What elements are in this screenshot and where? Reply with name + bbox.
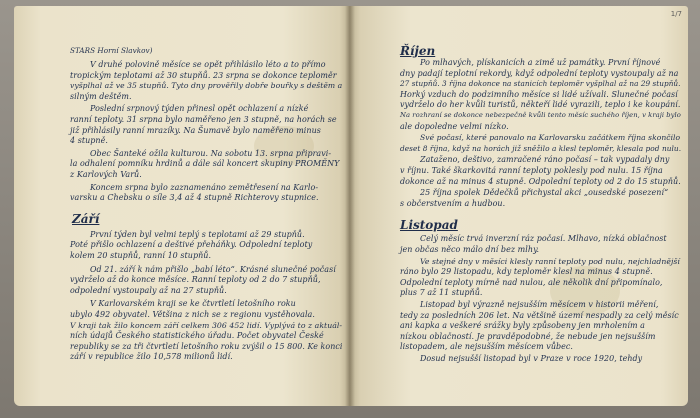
handwritten-line: deset 8 října, když na horách již sněžilo a klesl teploměr, klesala pod nulu. (400, 143, 682, 153)
book-gutter (345, 6, 355, 406)
section-heading-zari: Září (72, 211, 100, 226)
handwritten-line: Poslední srpnový týden přinesl opět ochlazení a nízké (90, 104, 309, 114)
handwritten-line: Své počasí, které panovalo na Karlovarsku začátkem října skončilo (420, 133, 681, 143)
handwritten-line: 25 října spolek Dědečků přichystal akci „ousedské posezení“ (420, 188, 669, 198)
handwritten-line: vyšplhal až ve 35 stupňů. Tyto dny prověřily dobře bouřky s deštěm a (70, 81, 343, 91)
handwritten-line: jen občas něco málo dní bez mlhy. (400, 245, 540, 254)
handwritten-line: ranní teploty. 31 srpna bylo naměřeno jen 3 stupně, na horách se (70, 115, 337, 124)
handwritten-line: odpolední vystoupaly až na 27 stupňů. (70, 285, 227, 295)
handwritten-line: 27 stupňů. 3 října dokonce na stanicích teploměr vyšplhal až na 29 stupňů. (400, 79, 681, 89)
handwritten-line: kolem 20 stupňů, ranní 10 stupňů. (70, 251, 212, 260)
handwritten-line: Na rozhraní se dokonce nebezpečně kvůli tento měsíc suchého říjen, v kraji bylo (400, 111, 681, 119)
right-page (350, 6, 688, 406)
handwritten-line: tropickým teplotami až 30 stupňů. 23 srpna se dokonce teploměr (70, 70, 337, 80)
handwritten-line: v říjnu. Také škarkovitá ranní teploty poklesly pod nulu. 15 října (400, 166, 663, 175)
handwritten-line: Po mlhavých, plískanicích a zimě už památky. První říjnové (420, 58, 661, 67)
handwritten-line: 4 stupně. (70, 136, 108, 146)
handwritten-line: la odhalení pomníku hrdinů a dále sál koncert skupiny PROMĚNY (70, 159, 340, 169)
handwritten-line: Koncem srpna bylo zaznamenáno zemětřesení na Karlo- (90, 182, 319, 192)
handwritten-line: plus 7 až 11 stupňů. (400, 288, 483, 298)
handwritten-line: V kraji tak žilo koncem září celkem 306 452 lidí. Vyplývá to z aktuál- (70, 320, 343, 330)
handwritten-line: ubylo 492 obyvatel. Většina z nich se z regionu vystěhovala. (70, 310, 315, 319)
handwritten-line: nízkou oblačností. Je pravděpodobné, že nebude jen nejsušším (400, 331, 656, 341)
handwritten-line: V druhé polovině měsíce se opět přihlásilo léto a to přímo (90, 60, 326, 69)
section-heading-rijen: Říjen (400, 44, 436, 58)
handwritten-line: z Karlových Varů. (70, 170, 142, 179)
handwritten-line: dny padají teplotní rekordy, když odpolední teploty vystoupaly až na (400, 68, 679, 78)
handwritten-line: ale dopoledne velmi nízko. (400, 121, 509, 131)
handwritten-line: V Karlovarském kraji se ke čtvrtletí letošního roku (90, 299, 296, 309)
handwritten-line: silným deštěm. (70, 91, 132, 101)
handwritten-line: vydrželo do her kvůli turistů, někteří lidé vyrazili, teplo i ke koupání. (400, 100, 681, 110)
section-heading-listopad: Listopad (400, 218, 458, 233)
handwritten-line: již přihlásily ranní mrazíky. Na Šumavě bylo naměřeno minus (70, 125, 321, 135)
handwritten-line: s občerstvením a hudbou. (400, 198, 506, 208)
handwritten-line: Od 21. září k nám přišlo „babí léto“. Krásné slunečné počasí (90, 264, 336, 274)
handwritten-line: Dosud nejsušší listopad byl v Praze v roce 1920, tehdy (420, 354, 643, 363)
handwritten-line: Horký vzduch do podzimního měsíce si lidé užívali. Slunečné počasí (400, 89, 678, 99)
handwritten-line: ani kapka a veškeré srážky byly způsobeny jen mrholením a (400, 321, 645, 331)
page-number: 1/7 (670, 10, 682, 18)
handwritten-line: STARS Horní Slavkov) (70, 46, 153, 55)
handwritten-line: vydrželo až do konce měsíce. Ranní teploty od 2 do 7 stupňů, (70, 275, 321, 285)
left-page (14, 6, 350, 406)
handwritten-line: varsku a Chebsku o síle 3,4 až 4 stupně Richterovy stupnice. (70, 193, 319, 203)
handwritten-line: Poté přišlo ochlazení a deštivé přeháňky. Odpolední teploty (70, 240, 313, 250)
handwritten-line: dokonce až na minus 4 stupně. Odpolední teploty od 2 do 15 stupňů. (400, 176, 681, 186)
handwritten-line: republiky se za tři čtvrtletí letošního roku zvýšil o 15 800. Ke konci (70, 341, 343, 351)
handwritten-line: Odpolední teploty mírně nad nulou, ale několik dní připomínalo, (400, 277, 663, 287)
handwritten-line: Celý měsíc trvá inverzní ráz počasí. Mlhavo, nízká oblačnost (420, 234, 667, 244)
handwritten-line: ních údajů Českého statistického úřadu. Počet obyvatel České (70, 331, 324, 341)
handwritten-line: září v republice žilo 10,578 milionů lidí. (70, 352, 233, 362)
handwritten-line: Ve stejné dny v měsíci klesly ranní teploty pod nulu, nejchladnější (420, 256, 680, 266)
handwritten-line: První týden byl velmi teplý s teplotami až 29 stupňů. (90, 229, 305, 239)
handwritten-line: ráno bylo 29 listopadu, kdy teploměr klesl na minus 4 stupně. (400, 267, 653, 277)
handwritten-line: listopadem, ale nejsušším měsícem vůbec. (400, 342, 574, 352)
handwritten-line: Listopad byl výrazně nejsušším měsícem v historii měření, (420, 300, 659, 309)
handwritten-line: Zataženo, deštivo, zamračené ráno počasí – tak vypadaly dny (420, 155, 670, 165)
handwritten-line: tedy za posledních 206 let. Na většině území nespadly za celý měsíc (400, 310, 679, 320)
handwritten-line: Obec Šanteké ožila kulturou. Na sobotu 13. srpna připravi- (90, 148, 332, 158)
